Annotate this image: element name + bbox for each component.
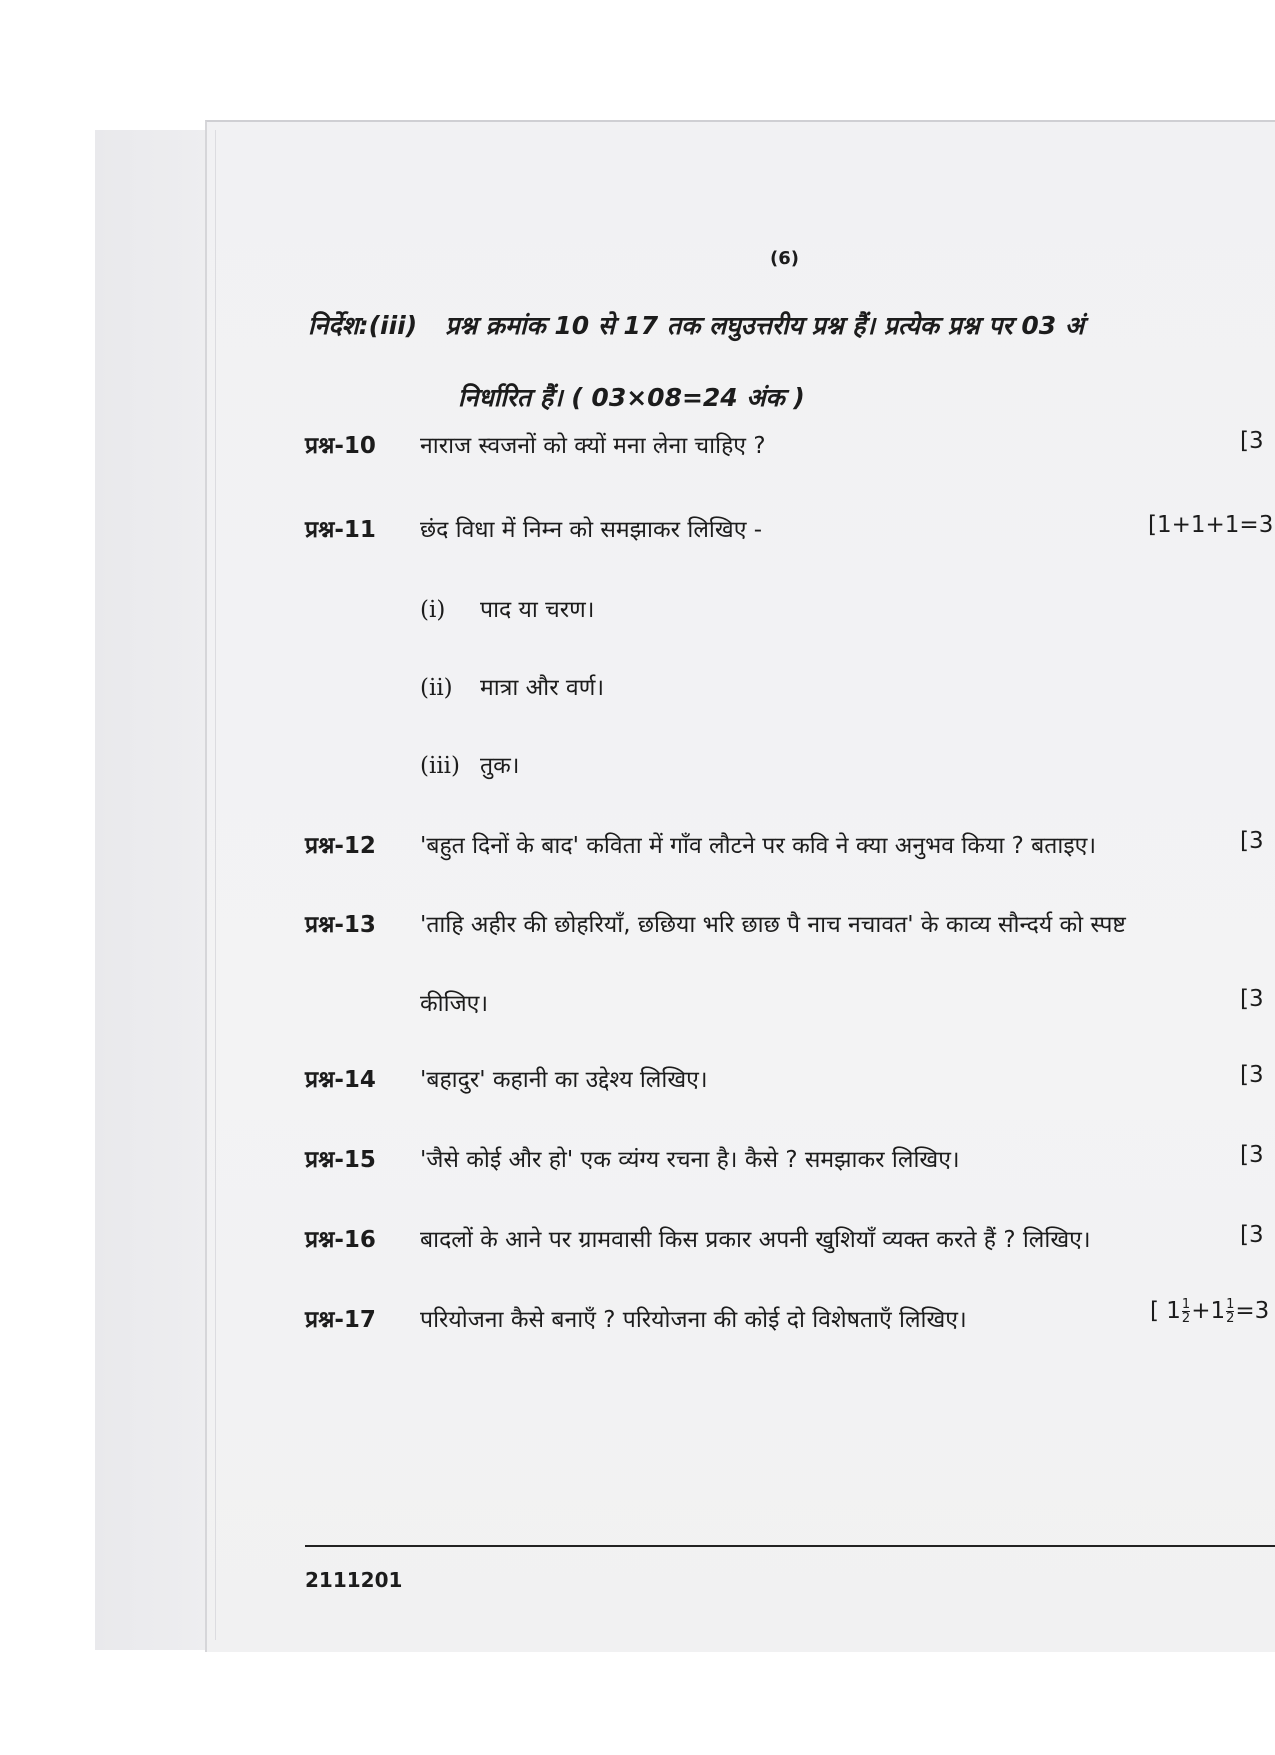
marks-total: =3: [1235, 1298, 1270, 1324]
question-label-14: प्रश्न-14: [305, 1067, 376, 1093]
question-text-14: 'बहादुर' कहानी का उद्देश्य लिखिए।: [420, 1067, 708, 1093]
question-label-12: प्रश्न-12: [305, 833, 376, 859]
sub-item-text: पाद या चरण।: [480, 597, 595, 623]
page-number: (6): [770, 248, 799, 269]
question-label-15: प्रश्न-15: [305, 1147, 376, 1173]
question-label-10: प्रश्न-10: [305, 433, 376, 459]
paper-sheet: [205, 120, 1275, 1652]
question-text-17: परियोजना कैसे बनाएँ ? परियोजना की कोई दो विशेषताएँ लिखिए।: [420, 1307, 967, 1333]
question-marks-15: [3: [1240, 1142, 1264, 1168]
sub-item-number: (ii): [420, 675, 453, 701]
question-marks-10: [3: [1240, 428, 1264, 454]
marks-plus: +1: [1191, 1298, 1226, 1324]
question-label-16: प्रश्न-16: [305, 1227, 376, 1253]
question-text-10: नाराज स्वजनों को क्यों मना लेना चाहिए ?: [420, 433, 766, 459]
question-marks-16: [3: [1240, 1222, 1264, 1248]
question-text-16: बादलों के आने पर ग्रामवासी किस प्रकार अपनी खुशियाँ व्यक्त करते हैं ? लिखिए।: [420, 1227, 1091, 1253]
question-text-11: छंद विधा में निम्न को समझाकर लिखिए -: [420, 517, 763, 543]
question-label-13: प्रश्न-13: [305, 912, 376, 938]
instruction-label: निर्देश:(iii): [308, 311, 418, 340]
marks-open: [ 1: [1150, 1298, 1181, 1324]
question-marks-17: [1150, 1298, 1269, 1325]
sub-item-number: (iii): [420, 753, 461, 779]
question-marks-14: [3: [1240, 1062, 1264, 1088]
instruction-continuation: निर्धारित हैं। ( 03×08=24 अंक ): [458, 383, 805, 412]
instruction-line: [308, 308, 1084, 342]
sub-item-text: तुक।: [480, 753, 520, 779]
fraction-half: $\frac{1}{2}$: [1226, 1297, 1235, 1326]
sub-item-ii: [420, 670, 604, 702]
question-text-12: 'बहुत दिनों के बाद' कविता में गाँव लौटने पर कवि ने क्या अनुभव किया ? बताइए।: [420, 833, 1097, 859]
question-label-11: प्रश्न-11: [305, 517, 376, 543]
sub-item-text: मात्रा और वर्ण।: [480, 675, 605, 701]
question-text-15: 'जैसे कोई और हो' एक व्यंग्य रचना है। कैसे ? समझाकर लिखिए।: [420, 1147, 960, 1173]
question-text-13-continuation: कीजिए।: [420, 991, 489, 1017]
question-marks-12: [3: [1240, 828, 1264, 854]
sub-item-iii: [420, 748, 520, 780]
sub-item-number: (i): [420, 597, 446, 623]
sheet-edge-line: [215, 130, 216, 1640]
fraction-half: $\frac{1}{2}$: [1181, 1297, 1191, 1326]
question-label-17: प्रश्न-17: [305, 1307, 376, 1333]
question-marks-13: [3: [1240, 986, 1264, 1012]
paper-code: 2111201: [305, 1568, 403, 1592]
sub-item-i: [420, 592, 595, 624]
question-marks-11: [1+1+1=3: [1148, 512, 1274, 538]
question-text-13: 'ताहि अहीर की छोहरियाँ, छछिया भरि छाछ पै नाच नचावत' के काव्य सौन्दर्य को स्पष्ट: [420, 912, 1126, 938]
instruction-text: प्रश्न क्रमांक 10 से 17 तक लघुउत्तरीय प्रश्न हैं। प्रत्येक प्रश्न पर 03 अं: [445, 311, 1084, 340]
footer-divider: [305, 1545, 1275, 1547]
